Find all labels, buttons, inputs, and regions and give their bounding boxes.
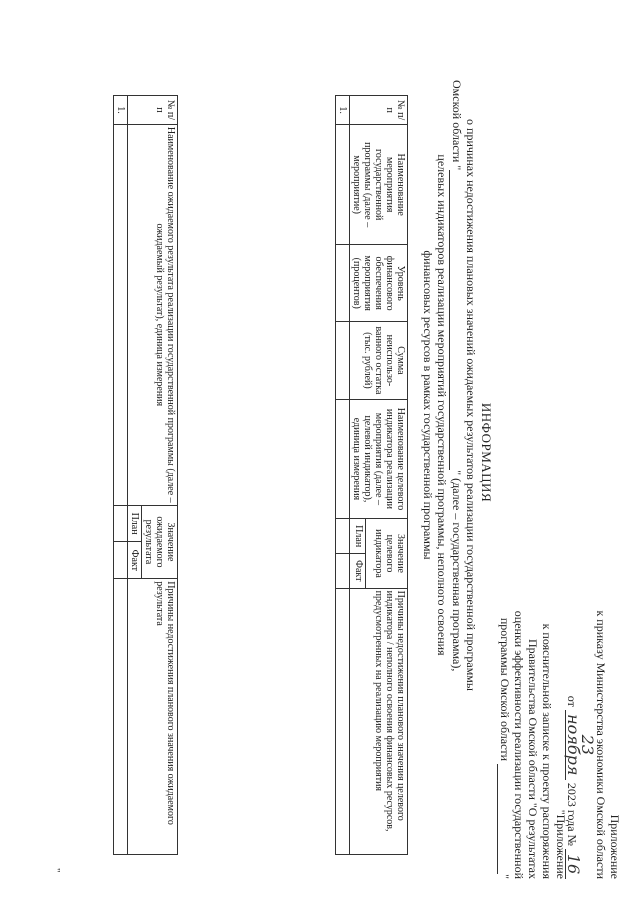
appendix-line1: к приказу Министерства экономики Омской области bbox=[594, 610, 608, 879]
subheader-fact: Факт bbox=[350, 553, 366, 588]
header-result-value: Значение ожидаемого результата bbox=[142, 505, 178, 579]
subheader-plan: План bbox=[350, 519, 366, 554]
note-block bbox=[497, 519, 568, 879]
header-indicator-name: Наименование целевого индикатора реализации мероприятия (далее – целевой индикатор), единица измерения bbox=[350, 399, 408, 519]
row-number: 1. bbox=[114, 96, 128, 125]
note-line1: к пояснительной записке к проекту распоряжения bbox=[540, 623, 554, 879]
appendix-from: от bbox=[565, 695, 579, 707]
title-line3: целевых индикаторов реализации мероприятий государственной программы, неполного освоения bbox=[435, 154, 449, 656]
table-row bbox=[336, 96, 350, 855]
title-line2-suffix: " (далее – государственная программа), bbox=[450, 470, 464, 672]
header-indicator-value: Значение целевого индикатора bbox=[366, 519, 408, 588]
document-title bbox=[478, 0, 494, 905]
table-cell bbox=[336, 245, 350, 322]
note-line2: Правительства Омской области "О результатах bbox=[526, 639, 540, 879]
header-reasons: Причины недостижения планового значения целевого индикатора / неполного освоения финансовых ресурсов, предусмотренных на реализацию мероприятия bbox=[350, 588, 408, 854]
title-line2-prefix: Омской области " bbox=[450, 80, 464, 171]
title-body bbox=[421, 80, 478, 730]
subheader-plan: План bbox=[128, 505, 142, 542]
header-num: № п/п bbox=[128, 96, 178, 125]
table-cell bbox=[336, 322, 350, 399]
header-result-name: Наименование ожидаемого результата реализации государственной программы (далее – ожидаемый результат), единица измерения bbox=[128, 124, 178, 505]
closing-quote: " bbox=[50, 868, 62, 873]
handwritten-date: 23 ноября bbox=[565, 710, 594, 780]
table-cell bbox=[336, 553, 350, 588]
note-blank-line bbox=[497, 764, 512, 874]
table-cell bbox=[336, 125, 350, 245]
row-number: 1. bbox=[336, 96, 350, 125]
header-event-name: Наименование мероприятия государственной программы (далее – мероприятие) bbox=[350, 125, 408, 245]
table-cell bbox=[114, 124, 128, 505]
indicators-table bbox=[335, 95, 408, 855]
note-label: "Приложение bbox=[554, 809, 568, 879]
table-cell bbox=[336, 588, 350, 854]
table-cell bbox=[114, 579, 128, 855]
title-line1: о причинах недостижения плановых значений ожидаемых результатов реализации государственной программы bbox=[464, 119, 478, 691]
table-header-row bbox=[366, 96, 408, 855]
appendix-date-line bbox=[564, 459, 597, 879]
program-name-blank bbox=[449, 170, 464, 470]
table-cell bbox=[114, 542, 128, 579]
table-cell bbox=[114, 505, 128, 542]
note-close-quote: " bbox=[498, 874, 512, 879]
appendix-block bbox=[565, 459, 622, 879]
header-num: № п/п bbox=[350, 96, 408, 125]
note-line3: оценки эффективности реализации государственной bbox=[512, 610, 526, 879]
title-line4: финансовых ресурсов в рамках государственной программы bbox=[421, 250, 435, 560]
header-unused-sum: Сумма неиспользо-ванного остатка (тыс. рублей) bbox=[350, 322, 408, 399]
header-funding-level: Уровень финансового обеспечения мероприятия (процентов) bbox=[350, 245, 408, 322]
title-main: ИНФОРМАЦИЯ bbox=[479, 402, 494, 503]
appendix-year: 2023 года № bbox=[565, 782, 579, 846]
title-line2 bbox=[449, 80, 464, 730]
note-line4 bbox=[497, 519, 512, 879]
appendix-label: Приложение bbox=[608, 814, 622, 879]
results-table bbox=[113, 95, 178, 855]
note-program-text: программы Омской области bbox=[498, 617, 512, 762]
table-header-row bbox=[142, 96, 178, 855]
table-row bbox=[114, 96, 128, 855]
table-cell bbox=[336, 399, 350, 519]
subheader-fact: Факт bbox=[128, 542, 142, 579]
handwritten-number: 16 bbox=[565, 849, 580, 879]
header-reasons: Причины недостижения планового значения ожидаемого результата bbox=[128, 579, 178, 855]
table-cell bbox=[336, 519, 350, 554]
